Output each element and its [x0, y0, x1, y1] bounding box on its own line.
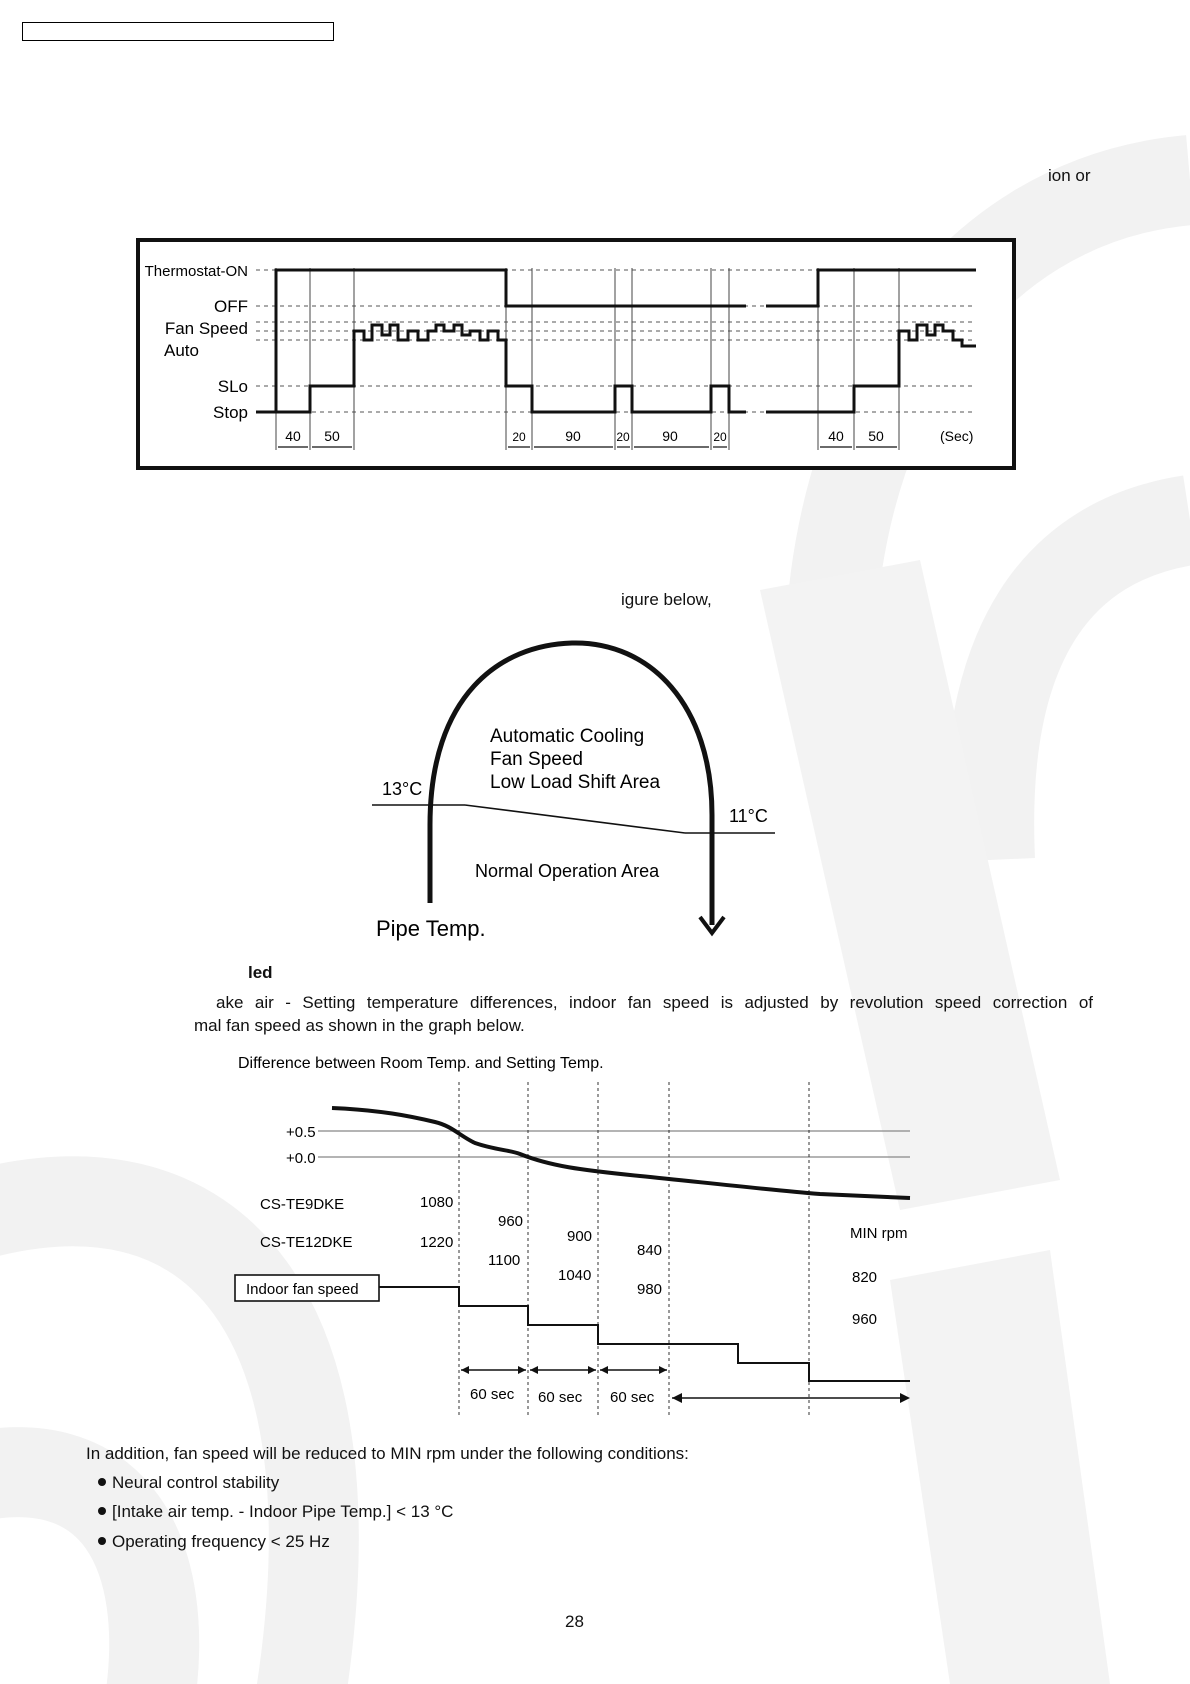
temp-label-right: 11°C: [729, 806, 768, 826]
shift-area-label-1: Automatic Cooling: [490, 726, 645, 747]
duration-9: 50: [868, 428, 884, 444]
condition-text: [Intake air temp. - Indoor Pipe Temp.] < 13 °C: [112, 1502, 454, 1521]
pipe-temp-label: Pipe Temp.: [376, 916, 486, 941]
label-stop: Stop: [213, 403, 248, 422]
threshold-lines: [318, 1131, 910, 1157]
interval-guides: [459, 1082, 809, 1418]
rpm-te9-4: 840: [637, 1242, 663, 1259]
condition-item: [98, 1502, 453, 1522]
label-fan-speed: Fan Speed: [164, 319, 248, 338]
indoor-fan-speed-label: Indoor fan speed: [246, 1281, 359, 1298]
rpm-te12-4: 980: [637, 1281, 663, 1298]
shift-area-label-2: Fan Speed: [490, 749, 583, 770]
duration-4: 90: [565, 428, 581, 444]
threshold-plus-00: +0.0: [286, 1150, 316, 1167]
duration-7: 20: [713, 430, 727, 444]
label-slo: SLo: [217, 377, 248, 396]
rpm-te12-2: 1100: [488, 1252, 521, 1269]
duration-2: 50: [324, 428, 340, 444]
heading-fragment: led: [248, 963, 273, 982]
duration-8: 40: [828, 428, 844, 444]
threshold-plus-05: +0.5: [286, 1124, 316, 1141]
rpm-te12-3: 1040: [558, 1267, 592, 1284]
bullet-icon: [98, 1507, 106, 1515]
interval-2: 60 sec: [538, 1389, 583, 1406]
text-fragment-middle: igure below,: [621, 590, 712, 609]
interval-3: 60 sec: [610, 1389, 655, 1406]
bullet-icon: [98, 1537, 106, 1545]
threshold-slope: [465, 805, 685, 833]
rpm-te9-3: 900: [567, 1228, 593, 1245]
fan-speed-correction-chart: [220, 1046, 940, 1426]
condition-text: Neural control stability: [112, 1473, 280, 1492]
min-rpm-label: MIN rpm: [850, 1225, 908, 1242]
duration-5: 20: [616, 430, 630, 444]
duration-1: 40: [285, 428, 301, 444]
text-fragment-top-right: ion or: [1048, 166, 1091, 185]
low-load-shift-diagram: [360, 635, 800, 955]
min-value-2: 960: [852, 1311, 878, 1328]
normal-area-label: Normal Operation Area: [475, 861, 660, 881]
speed-chart-title: Difference between Room Temp. and Setting Temp.: [238, 1055, 604, 1072]
header-box: [22, 22, 334, 41]
rpm-te9-1: 1080: [420, 1194, 454, 1211]
model-te9: CS-TE9DKE: [260, 1196, 345, 1213]
shift-area-label-3: Low Load Shift Area: [490, 772, 661, 793]
label-thermostat-on: Thermostat-ON: [144, 263, 248, 280]
min-value-1: 820: [852, 1269, 878, 1286]
label-auto: Auto: [164, 341, 199, 360]
condition-text: Operating frequency < 25 Hz: [112, 1532, 330, 1551]
fan-timing-chart: [136, 238, 1016, 470]
interval-1: 60 sec: [470, 1386, 515, 1403]
page-number: 28: [565, 1612, 584, 1631]
additional-conditions-text: In addition, fan speed will be reduced to MIN rpm under the following conditions:: [86, 1444, 689, 1463]
paragraph-line-1: ake air - Setting temperature differences, indoor fan speed is adjusted by revolution speed correction of: [216, 993, 1093, 1012]
condition-item: [98, 1473, 279, 1493]
model-te12: CS-TE12DKE: [260, 1234, 353, 1251]
temp-label-left: 13°C: [382, 779, 423, 799]
condition-item: [98, 1532, 330, 1552]
duration-3: 20: [512, 430, 526, 444]
label-off: OFF: [214, 297, 248, 316]
unit-label: (Sec): [940, 428, 974, 444]
paragraph-line-2: mal fan speed as shown in the graph below.: [194, 1016, 525, 1035]
rpm-te9-2: 960: [498, 1213, 524, 1230]
rpm-te12-1: 1220: [420, 1234, 454, 1251]
duration-6: 90: [662, 428, 678, 444]
rpm-values: [420, 1194, 662, 1298]
bullet-icon: [98, 1478, 106, 1486]
temp-difference-curve: [332, 1108, 910, 1198]
